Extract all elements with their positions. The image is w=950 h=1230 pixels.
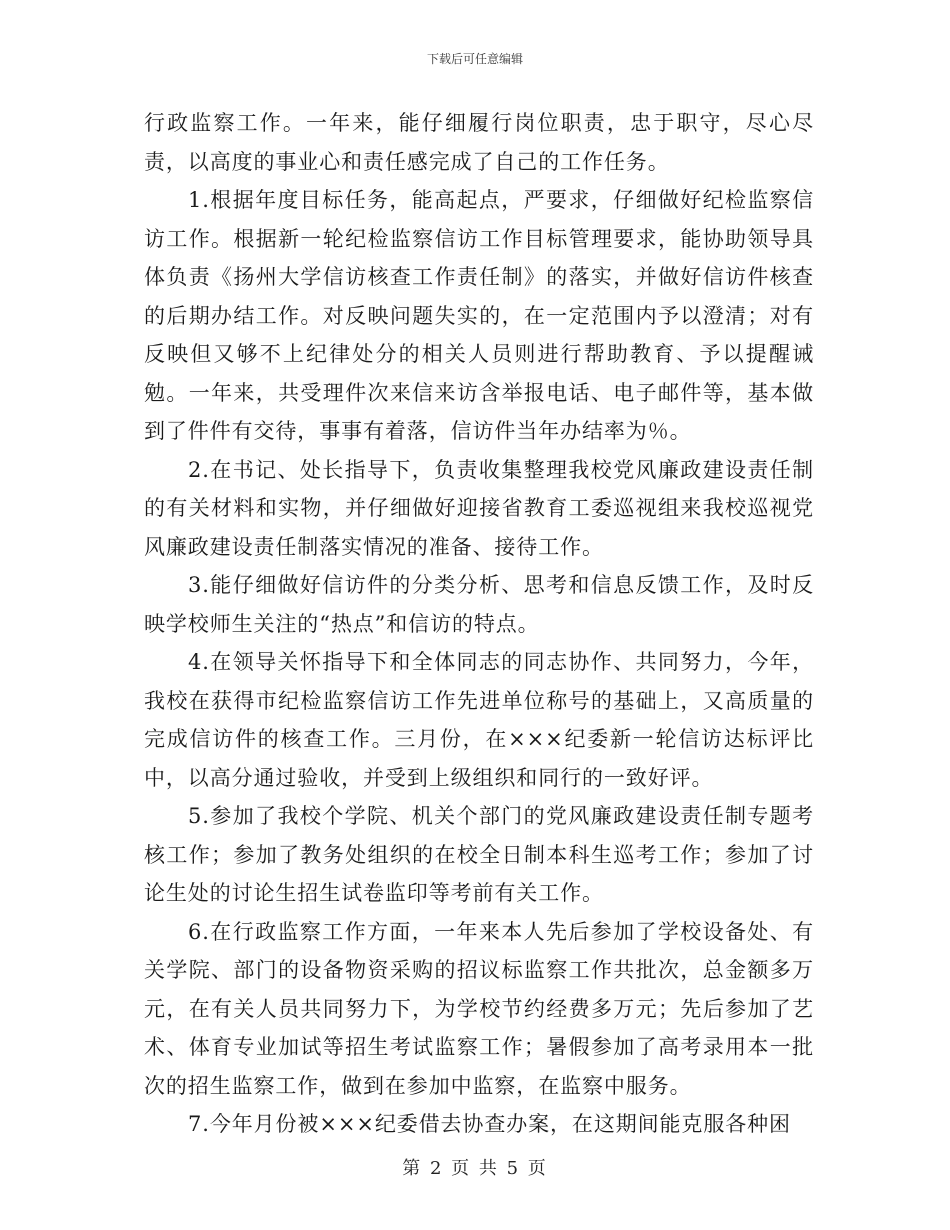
paragraph-item-4: 4.在领导关怀指导下和全体同志的同志协作、共同努力，今年，我校在获得市纪检监察信访工作先进单位称号的基础上，又高质量的完成信访件的核查工作。三月份，在×××纪委新一轮信访达标评比中，以高分通过验收，并受到上级组织和同行的一致好评。 [144,650,814,790]
paragraph-item-1: 1.根据年度目标任务，能高起点，严要求，仔细做好纪检监察信访工作。根据新一轮纪检监察信访工作目标管理要求，能协助领导具体负责《扬州大学信访核查工作责任制》的落实，并做好信访件核查的后期办结工作。对反映问题失实的，在一定范围内予以澄清；对有反映但又够不上纪律处分的相关人员则进行帮助教育、予以提醒诫勉。一年来，共受理件次来信来访含举报电话、电子邮件等，基本做到了件件有交待，事事有着落，信访件当年办结率为％。 [144,188,814,443]
document-body [144,104,814,1144]
paragraph-item-5: 5.参加了我校个学院、机关个部门的党风廉政建设责任制专题考核工作；参加了教务处组织的在校全日制本科生巡考工作；参加了讨论生处的讨论生招生试卷监印等考前有关工作。 [144,804,814,905]
paragraph-item-6: 6.在行政监察工作方面，一年来本人先后参加了学校设备处、有关学院、部门的设备物资采购的招议标监察工作共批次，总金额多万元，在有关人员共同努力下，为学校节约经费多万元；先后参加了艺术、体育专业加试等招生考试监察工作；暑假参加了高考录用本一批次的招生监察工作，做到在参加中监察，在监察中服务。 [144,919,814,1098]
page-header-note: 下载后可任意编辑 [426,52,523,66]
paragraph-item-3: 3.能仔细做好信访件的分类分析、思考和信息反馈工作，及时反映学校师生关注的“热点”和信访的特点。 [144,573,814,636]
paragraph-item-7: 7.今年月份被×××纪委借去协查办案，在这期间能克服各种困 [188,1112,791,1136]
page-number-footer: 第 2 页 共 5 页 [402,1158,548,1179]
paragraph-item-2: 2.在书记、处长指导下，负责收集整理我校党风廉政建设责任制的有关材料和实物，并仔细做好迎接省教育工委巡视组来我校巡视党风廉政建设责任制落实情况的准备、接待工作。 [144,457,814,559]
paragraph-intro: 行政监察工作。一年来，能仔细履行岗位职责，忠于职守，尽心尽责，以高度的事业心和责任感完成了自己的工作任务。 [144,111,814,174]
